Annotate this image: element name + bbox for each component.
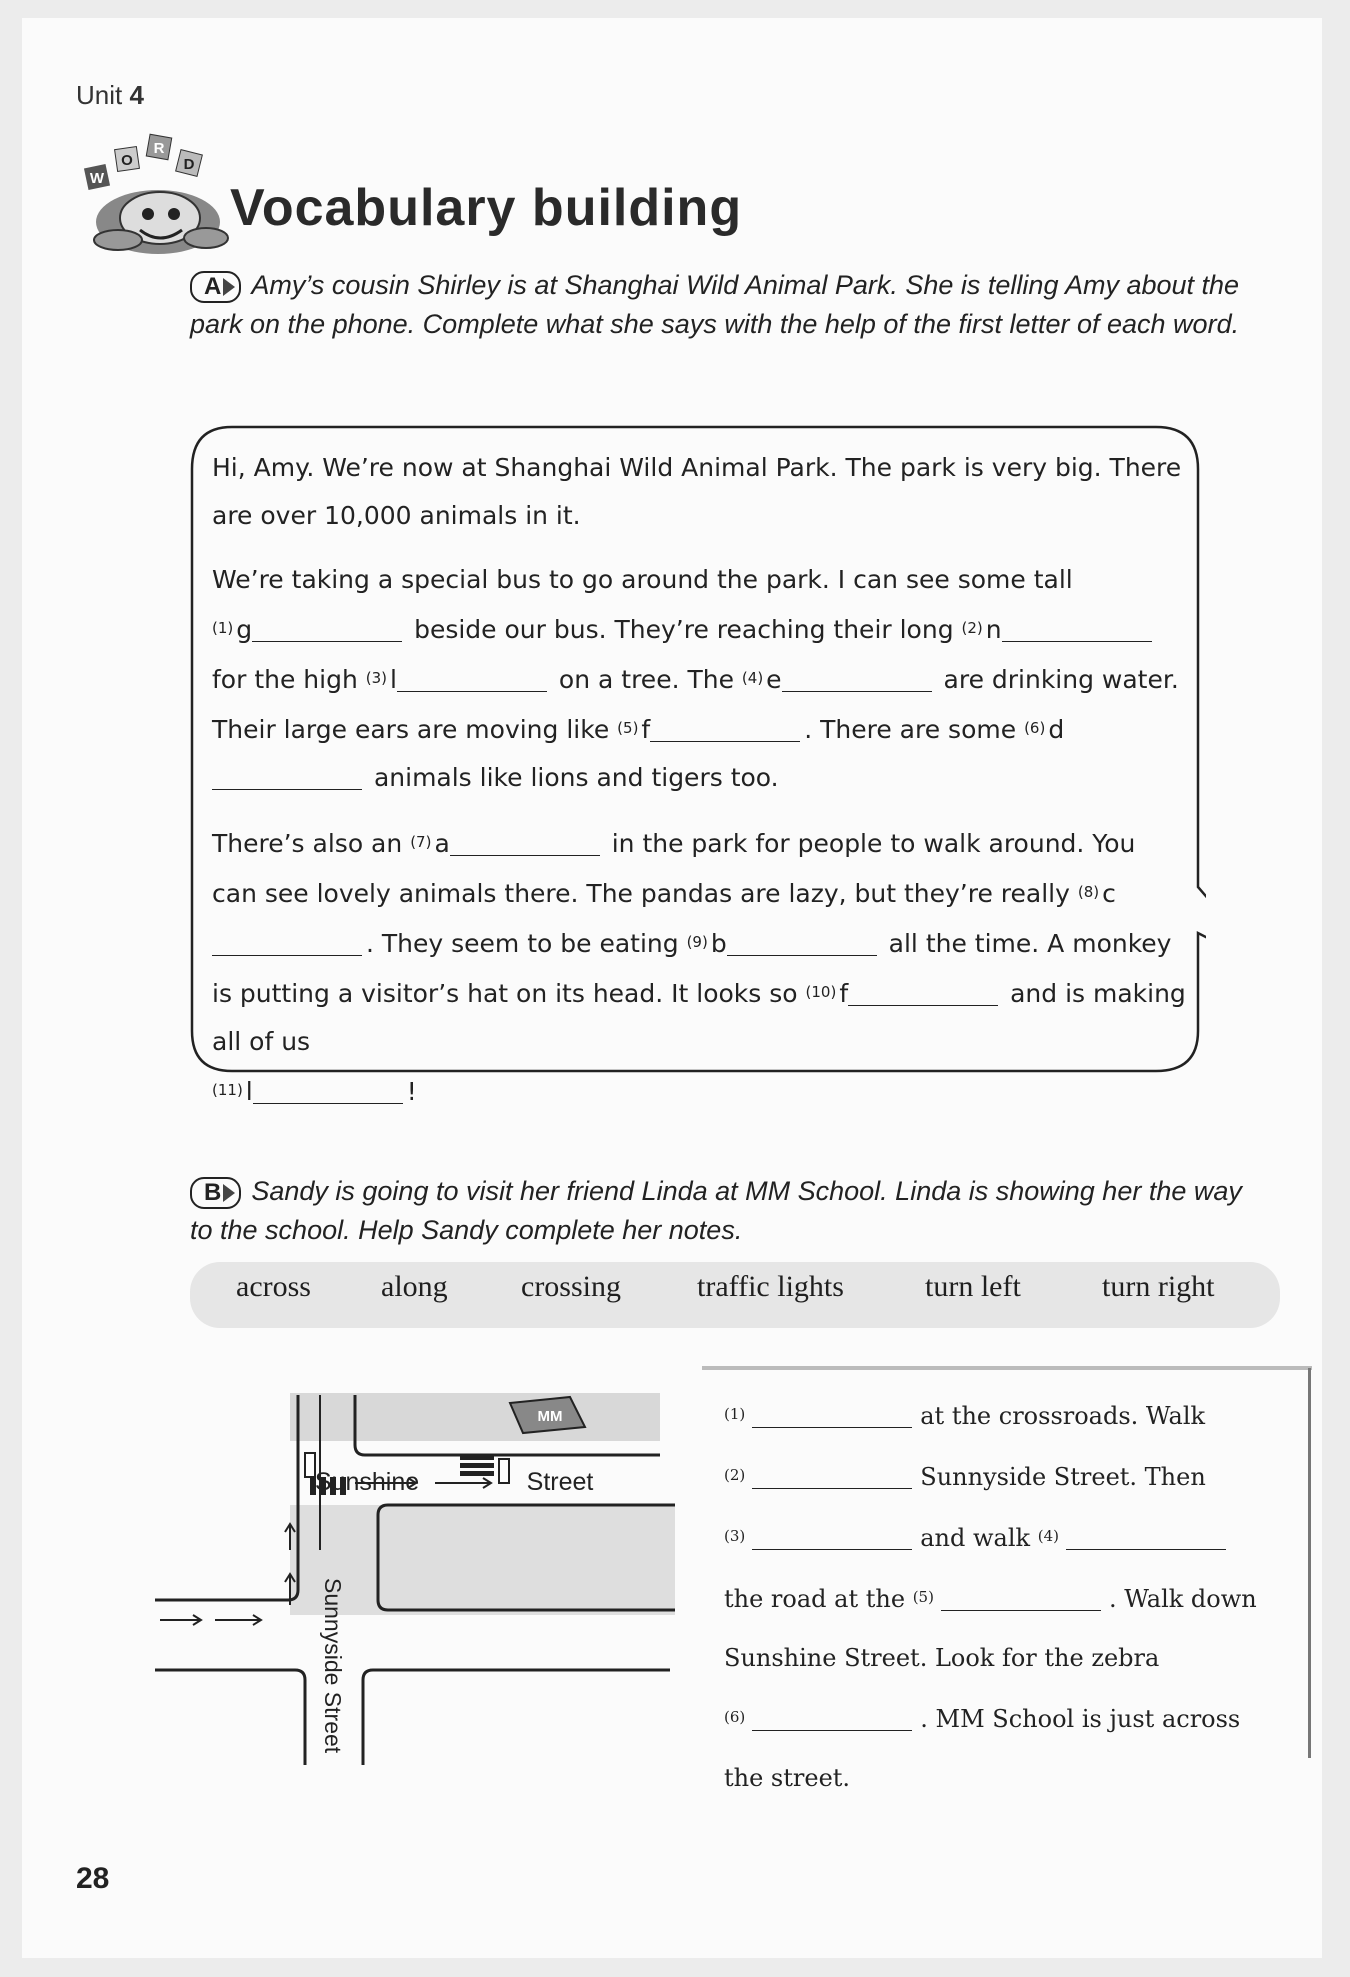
story-paragraph-3: There’s also an $^{(7)}$ a in the park for people to walk around. You can see lovely animals there. The pandas are lazy, but they’re really $^{(8)}$ c. They seem to be eating $^{(9)}$ b all the time. A monkey is putting a visitor’s hat on its head. It looks so $^{(10)}$ f and is making all of us $^{(11)}$ l !	[212, 829, 1186, 1106]
blank-10[interactable]	[848, 979, 998, 1006]
word-bank-item: across	[236, 1270, 311, 1303]
note-blank-4[interactable]	[1066, 1523, 1226, 1550]
note-blank-6[interactable]	[752, 1704, 912, 1731]
street-name-sunshine: Sunshine	[314, 1468, 420, 1496]
word-bank-item: turn left	[925, 1270, 1021, 1303]
story-text	[212, 444, 1187, 1132]
note-blank-5[interactable]	[941, 1584, 1101, 1611]
notes-top-border	[702, 1366, 1312, 1370]
page-number: 28	[76, 1862, 110, 1895]
story-paragraph-2: We’re taking a special bus to go around the park. I can see some tall $^{(1)}$ g beside our bus. They’re reaching their long $^{(2)}$ n for the high $^{(3)}$ l on a tree. The $^{(4)}$ e are drinking water. Their large ears are moving like $^{(5)}$ f . There are some $^{(6)}$ d animals like lions and tigers too.	[212, 565, 1179, 792]
blank-11[interactable]	[253, 1077, 403, 1104]
blank-7[interactable]	[450, 829, 600, 856]
logo-letter: O	[121, 152, 133, 169]
word-bank-item: traffic lights	[697, 1270, 844, 1303]
part-a-marker: A	[190, 271, 241, 303]
note-blank-1[interactable]	[752, 1401, 912, 1428]
school-sign: MM	[537, 1408, 563, 1425]
word-bank-item: turn right	[1102, 1270, 1215, 1303]
blank-1[interactable]	[252, 615, 402, 642]
blank-5[interactable]	[650, 715, 800, 742]
unit-label: Unit 4	[76, 80, 144, 110]
word-bank-item: along	[381, 1270, 448, 1303]
blank-9[interactable]	[727, 929, 877, 956]
part-a-instruction: A Amy’s cousin Shirley is at Shanghai Wild Animal Park. She is telling Amy about the park on the phone. Complete what she says with the help of the first letter of each word.	[190, 270, 1240, 339]
word-bank-item: crossing	[521, 1270, 621, 1303]
word-mascot-logo	[78, 130, 238, 260]
note-blank-2[interactable]	[752, 1462, 912, 1489]
street-name-sunnyside: Sunnyside Street	[320, 1578, 346, 1754]
blank-8[interactable]	[212, 929, 362, 956]
logo-letter: W	[89, 170, 105, 187]
logo-letter: R	[153, 140, 165, 157]
blank-2[interactable]	[1002, 615, 1152, 642]
note-blank-3[interactable]	[752, 1523, 912, 1550]
story-paragraph-1: Hi, Amy. We’re now at Shanghai Wild Animal Park. The park is very big. There are over 10,000 animals in it.	[212, 453, 1182, 530]
sandy-notes: $^{(1)}$ at the crossroads. Walk $^{(2)}$ Sunnyside Street. Then $^{(3)}$ and walk $^{(4)}$ the road at the $^{(5)}$ . Walk down Sunshine Street. Look for the zebra $^{(6)}$ . MM School is just across the street.	[724, 1402, 1257, 1792]
street-name-street: Street	[526, 1468, 594, 1496]
blank-4[interactable]	[782, 665, 932, 692]
blank-3[interactable]	[397, 665, 547, 692]
logo-letter: D	[183, 156, 195, 173]
street-map	[155, 1385, 675, 1785]
blank-6[interactable]	[212, 763, 362, 790]
part-b-marker: B	[190, 1177, 241, 1209]
section-title: Vocabulary building	[230, 179, 743, 237]
part-b-instruction: B Sandy is going to visit her friend Linda at MM School. Linda is showing her the way to the school. Help Sandy complete her notes.	[190, 1176, 1242, 1245]
